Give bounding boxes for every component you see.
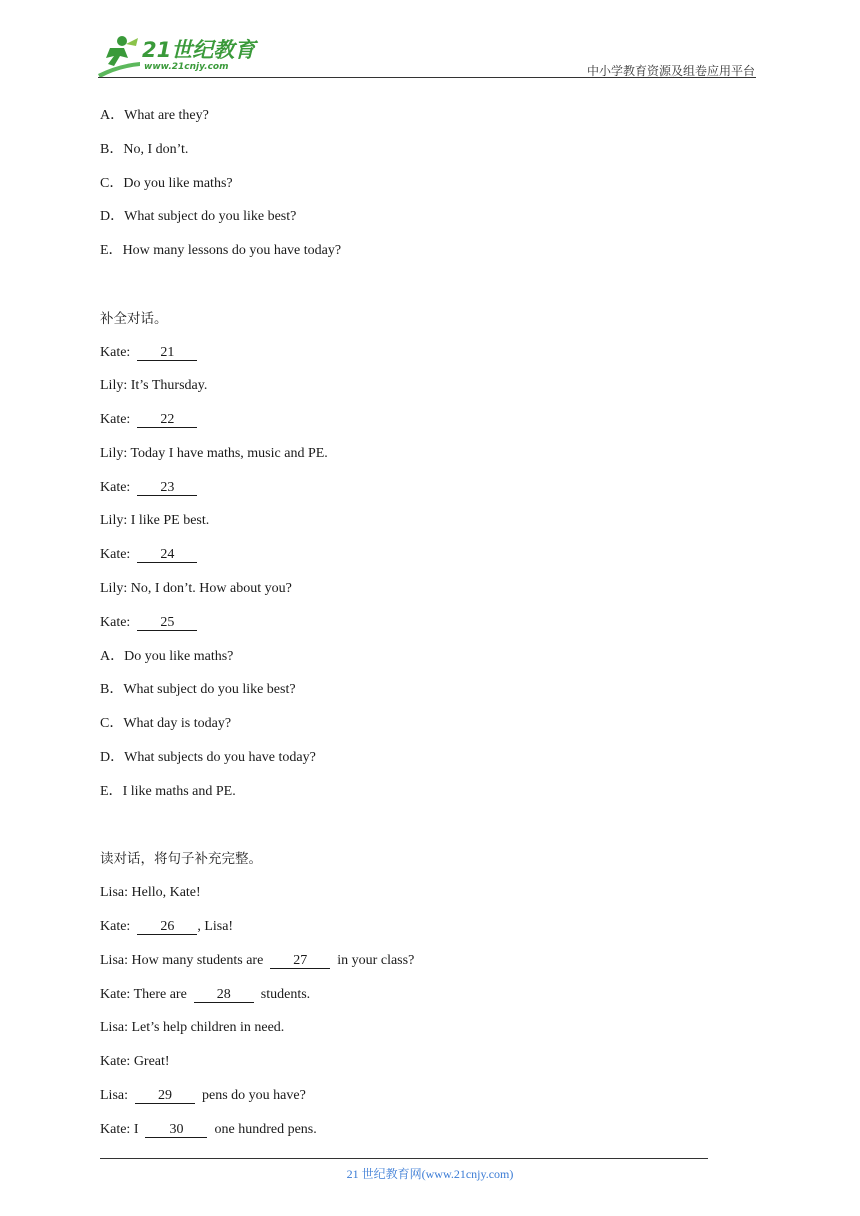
header-divider bbox=[98, 77, 756, 78]
sentence-start: Kate: I bbox=[100, 1122, 139, 1137]
logo-url: www.21cnjy.com bbox=[144, 62, 229, 72]
answer-blank[interactable]: 21 bbox=[137, 345, 197, 361]
answer-blank[interactable]: 27 bbox=[270, 953, 330, 969]
option-a bbox=[100, 648, 233, 666]
option-letter: B． bbox=[100, 142, 124, 157]
footer-link[interactable]: 21 世纪教育网(www.21cnjy.com) bbox=[346, 1167, 514, 1181]
header-platform-name: 中小学教育资源及组卷应用平台 bbox=[586, 64, 755, 78]
sentence-end: in your class? bbox=[337, 953, 415, 968]
option-text: No, I don’t. bbox=[123, 142, 189, 157]
option-text: What day is today? bbox=[123, 716, 232, 731]
dialog-line bbox=[100, 1087, 306, 1105]
dialog-line bbox=[100, 479, 197, 497]
sentence-start: Lisa: How many students are bbox=[100, 953, 264, 968]
option-text: What subject do you like best? bbox=[123, 682, 296, 697]
dialog-line bbox=[100, 614, 197, 632]
answer-blank[interactable]: 22 bbox=[137, 412, 197, 428]
dialog-line bbox=[100, 952, 414, 970]
sentence-end: students. bbox=[260, 987, 311, 1002]
section3-instruction: 读对话，将句子补充完整。 bbox=[100, 851, 262, 867]
sentence-start: Kate: There are bbox=[100, 987, 187, 1002]
dialog-line: Lisa: Hello, Kate! bbox=[100, 885, 201, 900]
speaker: Kate: bbox=[100, 480, 131, 495]
option-c bbox=[100, 715, 231, 733]
answer-blank[interactable]: 30 bbox=[145, 1122, 207, 1138]
option-text: I like maths and PE. bbox=[122, 784, 236, 799]
option-letter: C． bbox=[100, 716, 124, 731]
dialog-line bbox=[100, 344, 197, 362]
dialog-line: Lily: It’s Thursday. bbox=[100, 378, 208, 393]
footer-divider bbox=[100, 1158, 708, 1159]
dialog-line: Lily: No, I don’t. How about you? bbox=[100, 581, 292, 596]
option-letter: D． bbox=[100, 209, 125, 224]
dialog-line bbox=[100, 1121, 317, 1139]
dialog-line bbox=[100, 546, 197, 564]
answer-blank[interactable]: 29 bbox=[135, 1088, 195, 1104]
option-d bbox=[100, 749, 316, 767]
option-letter: A． bbox=[100, 108, 125, 123]
option-a bbox=[100, 107, 209, 125]
option-letter: E． bbox=[100, 784, 123, 799]
option-text: How many lessons do you have today? bbox=[122, 243, 342, 258]
option-c bbox=[100, 175, 233, 193]
speaker: Kate: bbox=[100, 412, 131, 427]
option-text: Do you like maths? bbox=[124, 649, 234, 664]
option-letter: B． bbox=[100, 682, 124, 697]
option-b bbox=[100, 681, 296, 699]
speaker: Lisa: bbox=[100, 1088, 128, 1103]
dialog-line bbox=[100, 411, 197, 429]
dialog-line: Lily: I like PE best. bbox=[100, 513, 210, 528]
speaker: Kate: bbox=[100, 919, 131, 934]
sentence-end: pens do you have? bbox=[202, 1088, 306, 1103]
option-letter: C． bbox=[100, 176, 124, 191]
dialog-line: Kate: Great! bbox=[100, 1054, 170, 1069]
option-text: What subjects do you have today? bbox=[124, 750, 316, 765]
answer-blank[interactable]: 25 bbox=[137, 615, 197, 631]
answer-blank[interactable]: 28 bbox=[194, 987, 254, 1003]
option-e bbox=[100, 242, 341, 260]
logo-title: 21世纪教育 bbox=[142, 38, 256, 62]
speaker: Kate: bbox=[100, 615, 131, 630]
site-logo bbox=[92, 34, 262, 78]
dialog-line: Lisa: Let’s help children in need. bbox=[100, 1020, 285, 1035]
option-e bbox=[100, 783, 236, 801]
sentence-end: one hundred pens. bbox=[214, 1122, 317, 1137]
sentence-end: , Lisa! bbox=[197, 919, 234, 934]
option-text: Do you like maths? bbox=[123, 176, 233, 191]
answer-blank[interactable]: 23 bbox=[137, 480, 197, 496]
runner-logo-icon bbox=[92, 34, 144, 78]
page-header bbox=[0, 0, 860, 90]
dialog-line bbox=[100, 986, 310, 1004]
speaker: Kate: bbox=[100, 547, 131, 562]
option-d bbox=[100, 208, 296, 226]
dialog-line: Lily: Today I have maths, music and PE. bbox=[100, 446, 328, 461]
option-letter: A． bbox=[100, 649, 125, 664]
option-text: What are they? bbox=[124, 108, 209, 123]
option-b bbox=[100, 141, 188, 159]
dialog-line bbox=[100, 918, 233, 936]
option-letter: E． bbox=[100, 243, 123, 258]
section2-instruction: 补全对话。 bbox=[100, 311, 168, 327]
option-text: What subject do you like best? bbox=[124, 209, 297, 224]
speaker: Kate: bbox=[100, 345, 131, 360]
option-letter: D． bbox=[100, 750, 125, 765]
answer-blank[interactable]: 24 bbox=[137, 547, 197, 563]
answer-blank[interactable]: 26 bbox=[137, 919, 197, 935]
